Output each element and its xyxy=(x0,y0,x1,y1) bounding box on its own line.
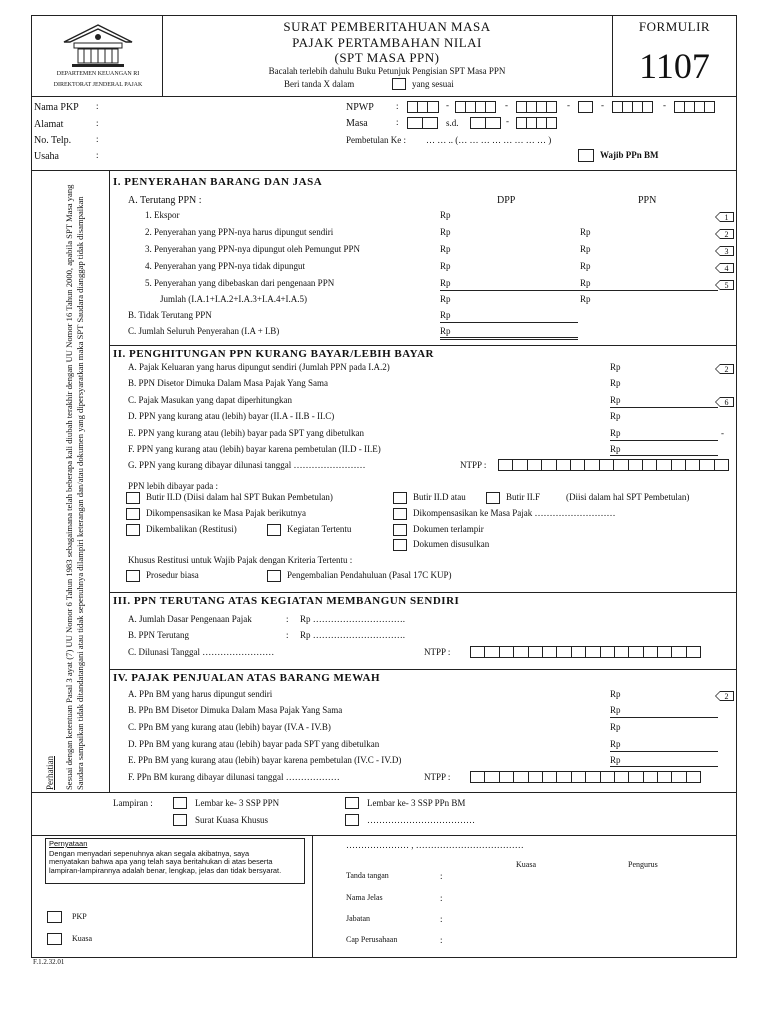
form-title-3: (SPT MASA PPN) xyxy=(334,50,440,65)
ttd-label: Tanda tangan xyxy=(346,871,389,880)
rp-label: Rp xyxy=(440,227,451,237)
opt-butir-iif-label: Butir II.F xyxy=(506,492,541,502)
ntpp-label: NTPP : xyxy=(460,460,487,470)
wajib-ppnbm-checkbox[interactable] xyxy=(578,149,594,162)
s4-a-label: A. PPn BM yang harus dipungut sendiri xyxy=(128,689,273,699)
opt-kegiatan-label: Kegiatan Tertentu xyxy=(287,524,352,534)
opt-restitusi-checkbox[interactable] xyxy=(126,524,140,536)
ppn-header: PPN xyxy=(638,195,657,206)
pembetulan-field[interactable]: … … .. (… … … … … … … … ) xyxy=(426,135,552,145)
opt-kompensasi-masa-checkbox[interactable] xyxy=(393,508,407,520)
formulir-label: FORMULIR xyxy=(638,19,711,34)
colon: : xyxy=(96,118,99,128)
formulir-number: 1107 xyxy=(639,46,710,86)
rp-label: Rp xyxy=(610,689,621,699)
ntpp-input-s4[interactable] xyxy=(470,771,701,783)
rp-label: Rp xyxy=(440,310,451,320)
form-instruction: Bacalah terlebih dahulu Buku Petunjuk Pengisian SPT Masa PPN xyxy=(268,66,506,76)
form-title-2: PAJAK PERTAMBAHAN NILAI xyxy=(292,35,482,50)
s3-b-label: B. PPN Terutang xyxy=(128,630,189,640)
opt-butir-iid-atau-label: Butir II.D atau xyxy=(413,492,466,502)
s2-d-label: D. PPN yang kurang atau (lebih) bayar (II.A - II.B - II.C) xyxy=(128,411,335,421)
s1-b-label: B. Tidak Terutang PPN xyxy=(128,310,212,320)
s2-g-label: G. PPN yang kurang dibayar dilunasi tanggal …………………… xyxy=(128,460,366,470)
s1-a-label: A. Terutang PPN : xyxy=(128,195,202,206)
s4-f-label: F. PPn BM kurang dibayar dilunasi tanggal ……………… xyxy=(128,772,340,782)
lampiran-lain-checkbox[interactable] xyxy=(345,814,359,826)
colon: : xyxy=(96,101,99,111)
rp-label: Rp xyxy=(610,705,621,715)
lampiran-ssp-ppnbm-checkbox[interactable] xyxy=(345,797,359,809)
logo-line-1: DEPARTEMEN KEUANGAN RI xyxy=(56,71,140,77)
nama-pkp-label: Nama PKP xyxy=(34,102,79,113)
section-2-title: II. PENGHITUNGAN PPN KURANG BAYAR/LEBIH BAYAR xyxy=(113,348,434,360)
lampiran-surat-kuasa-checkbox[interactable] xyxy=(173,814,187,826)
place-date-field[interactable]: ………………… , ……………………………… xyxy=(346,840,524,850)
mark-instruction-prefix: Beri tanda X dalam xyxy=(284,79,355,89)
lampiran-ssp-ppn-label: Lembar ke- 3 SSP PPN xyxy=(195,798,280,808)
colon: : xyxy=(396,101,399,111)
rp-label: Rp xyxy=(610,378,621,388)
lebih-bayar-title: PPN lebih dibayar pada : xyxy=(128,481,218,491)
colon: : xyxy=(440,914,443,924)
jabatan-label: Jabatan xyxy=(346,914,370,923)
rp-label: Rp xyxy=(440,278,451,288)
opt-restitusi-label: Dikembalikan (Restitusi) xyxy=(146,524,237,534)
s2-f-label: F. PPN yang kurang atau (lebih) bayar karena pembetulan (II.D - II.E) xyxy=(128,444,381,454)
rp-label: Rp xyxy=(610,444,621,454)
s4-e-label: E. PPn BM yang kurang atau (lebih) bayar karena pembetulan (IV.C - IV.D) xyxy=(128,755,402,765)
opt-dokumen-terlampir-label: Dokumen terlampir xyxy=(413,524,484,534)
s4-d-label: D. PPn BM yang kurang atau (lebih) bayar pada SPT yang dibetulkan xyxy=(128,739,380,749)
usaha-label: Usaha xyxy=(34,151,59,162)
ministry-emblem-icon xyxy=(44,22,152,70)
kuasa-header: Kuasa xyxy=(516,860,536,869)
masa-label: Masa xyxy=(346,118,368,129)
ntpp-label: NTPP : xyxy=(424,772,451,782)
lampiran-surat-kuasa-label: Surat Kuasa Khusus xyxy=(195,815,268,825)
ntpp-label: NTPP : xyxy=(424,647,451,657)
rp-label: Rp xyxy=(580,278,591,288)
opt-prosedur-biasa-checkbox[interactable] xyxy=(126,570,140,582)
opt-kompensasi-berikutnya-checkbox[interactable] xyxy=(126,508,140,520)
sd-label: s.d. xyxy=(446,118,459,128)
lampiran-ssp-ppn-checkbox[interactable] xyxy=(173,797,187,809)
s1-jumlah-label: Jumlah (I.A.1+I.A.2+I.A.3+I.A.4+I.A.5) xyxy=(160,294,308,304)
form-title-1: SURAT PEMBERITAHUAN MASA xyxy=(283,19,491,34)
rp-label: Rp xyxy=(440,261,451,271)
badge-2: 2 xyxy=(720,691,734,701)
opt-pengembalian-checkbox[interactable] xyxy=(267,570,281,582)
logo xyxy=(44,22,152,92)
colon: : xyxy=(96,134,99,144)
badge-2: 2 xyxy=(720,229,734,239)
opt-dokumen-disusulkan-checkbox[interactable] xyxy=(393,539,407,551)
rp-label: Rp xyxy=(440,244,451,254)
s4-c-label: C. PPn BM yang kurang atau (lebih) bayar (IV.A - IV.B) xyxy=(128,722,331,732)
opt-butir-iid-label: Butir II.D (Diisi dalam hal SPT Bukan Pembetulan) xyxy=(146,492,333,502)
lampiran-ssp-ppnbm-label: Lembar ke- 3 SSP PPn BM xyxy=(367,798,466,808)
pengurus-header: Pengurus xyxy=(628,860,658,869)
badge-4: 4 xyxy=(720,263,734,273)
opt-kompensasi-berikutnya-label: Dikompensasikan ke Masa Pajak berikutnya xyxy=(146,508,306,518)
badge-6: 6 xyxy=(720,397,734,407)
colon: : xyxy=(396,117,399,127)
form-code: F.1.2.32.01 xyxy=(33,958,65,966)
side-note-text: Sesuai dengan ketentuan Pasal 3 ayat (7) UU Nomor 6 Tahun 1983 sebagaimana telah beberapa kali diubah terakhir dengan UU Nomor 16 Tahun 2000, apabila SPT Masa yang Saudara sampaikan tidak ditandatangani atau tidak sepenuhnya dilampiri keterangan dan/atau dokumen yang dipersyaratkan maka SPT Saudara dianggap tidak disampaikan xyxy=(64,184,85,790)
opt-dokumen-disusulkan-label: Dokumen disusulkan xyxy=(413,539,490,549)
section-1-title: I. PENYERAHAN BARANG DAN JASA xyxy=(113,176,323,188)
pembetulan-label: Pembetulan Ke : xyxy=(346,135,406,145)
s2-a-label: A. Pajak Keluaran yang harus dipungut sendiri (Jumlah PPN pada I.A.2) xyxy=(128,362,390,372)
mark-sample-checkbox xyxy=(392,78,406,90)
opt-pembetulan-note: (Diisi dalam hal SPT Pembetulan) xyxy=(566,492,690,502)
rp-label: Rp xyxy=(610,739,621,749)
nama-jelas-label: Nama Jelas xyxy=(346,893,383,902)
section-3-title: III. PPN TERUTANG ATAS KEGIATAN MEMBANGUN SENDIRI xyxy=(113,595,460,607)
colon: : xyxy=(286,630,289,640)
rp-label: Rp xyxy=(610,411,621,421)
khusus-restitusi-title: Khusus Restitusi untuk Wajib Pajak dengan Kriteria Tertentu : xyxy=(128,555,353,565)
rp-label: Rp xyxy=(580,244,591,254)
opt-prosedur-biasa-label: Prosedur biasa xyxy=(146,570,199,580)
rp-label: Rp xyxy=(610,722,621,732)
s3-c-label: C. Dilunasi Tanggal …………………… xyxy=(128,647,275,657)
alamat-label: Alamat xyxy=(34,119,64,130)
opt-butir-iid-atau-checkbox[interactable] xyxy=(393,492,407,504)
side-note-title: Perhatian xyxy=(45,756,55,790)
ntpp-input-s3[interactable] xyxy=(470,646,701,658)
dpp-header: DPP xyxy=(497,195,516,206)
telp-label: No. Telp. xyxy=(34,135,72,146)
colon: : xyxy=(286,614,289,624)
s1-item-label: 4. Penyerahan yang PPN-nya tidak dipungut xyxy=(145,261,305,271)
rp-label: Rp xyxy=(580,227,591,237)
npwp-label: NPWP xyxy=(346,102,374,113)
rp-label: Rp xyxy=(610,362,621,372)
s2-e-label: E. PPN yang kurang atau (lebih) bayar pada SPT yang dibetulkan xyxy=(128,428,365,438)
pernyataan-text: Dengan menyadari sepenuhnya akan segala akibatnya, saya menyatakan bahwa apa yang telah saya beritahukan di atas beserta lampiran-lampirannya adalah benar, lengkap, jelas dan tidak bersyarat. xyxy=(49,849,282,875)
rp-label: Rp xyxy=(610,755,621,765)
ntpp-input-s2[interactable] xyxy=(498,459,729,471)
opt-kegiatan-checkbox[interactable] xyxy=(267,524,281,536)
opt-butir-iid-checkbox[interactable] xyxy=(126,492,140,504)
badge-2: 2 xyxy=(720,364,734,374)
signer-kuasa-label: Kuasa xyxy=(72,934,92,943)
colon: : xyxy=(440,871,443,881)
colon: : xyxy=(96,150,99,160)
rp-label: Rp xyxy=(440,294,451,304)
s2-c-label: C. Pajak Masukan yang dapat diperhitungkan xyxy=(128,395,292,405)
s1-c-label: C. Jumlah Seluruh Penyerahan (I.A + I.B) xyxy=(128,326,280,336)
badge-5: 5 xyxy=(720,280,734,290)
rp-label: Rp xyxy=(610,395,621,405)
s2-b-label: B. PPN Disetor Dimuka Dalam Masa Pajak Yang Sama xyxy=(128,378,328,388)
colon: : xyxy=(440,893,443,903)
s4-b-label: B. PPn BM Disetor Dimuka Dalam Masa Pajak Yang Sama xyxy=(128,705,343,715)
opt-kompensasi-masa-label: Dikompensasikan ke Masa Pajak ……………………… xyxy=(413,508,616,518)
badge-3: 3 xyxy=(720,246,734,256)
s1-item-label: 2. Penyerahan yang PPN-nya harus dipungut sendiri xyxy=(145,227,334,237)
opt-pengembalian-label: Pengembalian Pendahuluan (Pasal 17C KUP) xyxy=(287,570,452,580)
s3-a-label: A. Jumlah Dasar Pengenaan Pajak xyxy=(128,614,252,624)
signer-pkp-label: PKP xyxy=(72,912,87,921)
cap-label: Cap Perusahaan xyxy=(346,935,398,944)
rp-label: Rp xyxy=(580,294,591,304)
rp-label: Rp xyxy=(440,210,451,220)
rp-label: Rp xyxy=(580,261,591,271)
rp-label: Rp xyxy=(440,326,451,336)
pernyataan-title: Pernyataan xyxy=(49,839,88,848)
s3-a-field[interactable]: Rp …………………………. xyxy=(300,614,406,624)
badge-1: 1 xyxy=(720,212,734,222)
lampiran-label: Lampiran : xyxy=(113,798,153,808)
s1-item-label: 3. Penyerahan yang PPN-nya dipungut oleh Pemungut PPN xyxy=(145,244,360,254)
section-4-title: IV. PAJAK PENJUALAN ATAS BARANG MEWAH xyxy=(113,672,381,684)
s1-item-label: 5. Penyerahan yang dibebaskan dari pengenaan PPN xyxy=(145,278,335,288)
s1-item-label: 1. Ekspor xyxy=(145,210,180,220)
s3-b-field[interactable]: Rp …………………………. xyxy=(300,630,406,640)
signer-kuasa-checkbox[interactable] xyxy=(47,933,62,945)
opt-butir-iif-checkbox[interactable] xyxy=(486,492,500,504)
colon: : xyxy=(440,935,443,945)
s2-e-dash: - xyxy=(721,428,724,438)
opt-dokumen-terlampir-checkbox[interactable] xyxy=(393,524,407,536)
lampiran-lain-field[interactable]: ……………………………… xyxy=(367,815,475,825)
wajib-ppnbm-label: Wajib PPn BM xyxy=(600,150,659,160)
mark-instruction-suffix: yang sesuai xyxy=(412,79,454,89)
signer-pkp-checkbox[interactable] xyxy=(47,911,62,923)
logo-line-2: DIREKTORAT JENDERAL PAJAK xyxy=(53,82,143,88)
rp-label: Rp xyxy=(610,428,621,438)
